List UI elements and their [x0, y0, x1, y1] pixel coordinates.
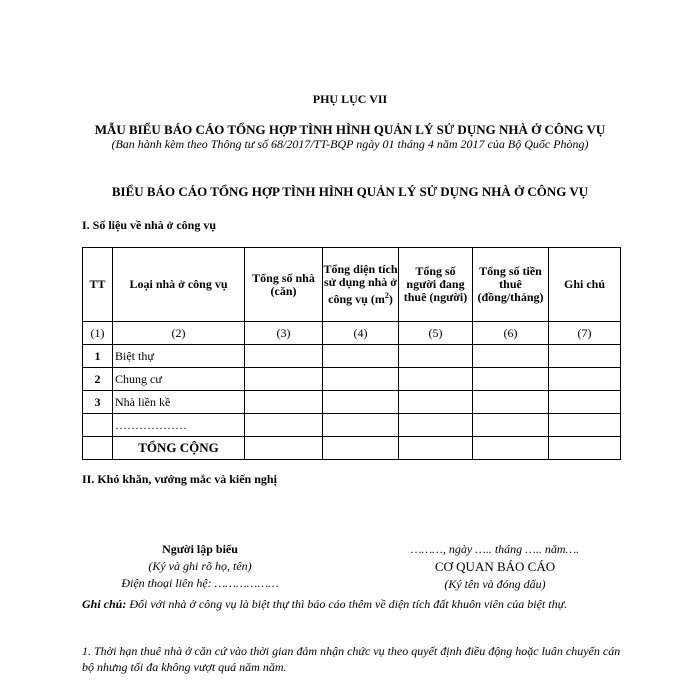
- cell[interactable]: [323, 414, 399, 437]
- cell[interactable]: [473, 391, 549, 414]
- note-label: Ghi chú:: [82, 597, 127, 611]
- agency-subtitle: (Ký tên và đóng dấu): [444, 577, 546, 591]
- cell[interactable]: [399, 368, 473, 391]
- report-date: ………, ngày ….. tháng ….. năm….: [410, 542, 580, 556]
- header-notes: Ghi chú: [549, 248, 621, 322]
- section-2-heading: II. Khó khăn, vướng mắc và kiến nghị: [82, 472, 277, 486]
- cell[interactable]: [245, 391, 323, 414]
- row-number: 3: [83, 391, 113, 414]
- header-tt: TT: [83, 248, 113, 322]
- cell[interactable]: [323, 437, 399, 460]
- section-1-heading: I. Số liệu về nhà ở công vụ: [82, 218, 217, 232]
- header-total-area: Tổng diện tích sử dụng nhà ở công vụ $(m^2)$: [323, 248, 399, 322]
- col-num: (3): [245, 322, 323, 345]
- preparer-signature-block: [95, 542, 305, 591]
- cell[interactable]: [473, 368, 549, 391]
- contact-phone: Điện thoại liên hệ: ………………: [121, 576, 279, 590]
- housing-type: Biệt thự: [113, 345, 245, 368]
- cell[interactable]: [549, 437, 621, 460]
- header-total-tenants: Tổng số người đang thuê (người): [399, 248, 473, 322]
- note-text: Đối với nhà ở công vụ là biệt thự thì báo cáo thêm về diện tích đất khuôn viên của biệt thự.: [126, 597, 568, 611]
- cell[interactable]: [549, 414, 621, 437]
- cell[interactable]: [323, 391, 399, 414]
- table-row: [83, 345, 621, 368]
- cell[interactable]: [399, 414, 473, 437]
- col-num: (5): [399, 322, 473, 345]
- table-header-row: [83, 248, 621, 322]
- cell[interactable]: [473, 345, 549, 368]
- total-row: [83, 437, 621, 460]
- row-number: 2: [83, 368, 113, 391]
- cell[interactable]: [473, 414, 549, 437]
- col-num: (4): [323, 322, 399, 345]
- col-num: (1): [83, 322, 113, 345]
- preparer-title: Người lập biểu: [162, 542, 238, 556]
- appendix-heading: PHỤ LỤC VII: [312, 92, 388, 106]
- cell[interactable]: [473, 437, 549, 460]
- note-item-1: 1. Thời hạn thuê nhà ở căn cứ vào thời gian đảm nhận chức vụ theo quyết định điều động hoặc luân chuyển cán bộ nhưng tối đa không vượt quá năm năm.: [82, 644, 621, 674]
- cell[interactable]: [399, 437, 473, 460]
- note: [82, 596, 622, 612]
- header-housing-type: Loại nhà ở công vụ: [113, 248, 245, 322]
- col-num: (2): [113, 322, 245, 345]
- col-num: (6): [473, 322, 549, 345]
- header-total-houses: Tổng số nhà (căn): [245, 248, 323, 322]
- cell[interactable]: [549, 345, 621, 368]
- cell[interactable]: [245, 414, 323, 437]
- row-number: [83, 414, 113, 437]
- table-row: [83, 368, 621, 391]
- cell[interactable]: [399, 345, 473, 368]
- cell[interactable]: [245, 345, 323, 368]
- housing-type: ………………: [113, 414, 245, 437]
- housing-type: Nhà liền kề: [113, 391, 245, 414]
- agency-title: CƠ QUAN BÁO CÁO: [434, 559, 556, 574]
- cell[interactable]: [399, 391, 473, 414]
- report-title: BIỂU BÁO CÁO TỔNG HỢP TÌNH HÌNH QUẢN LÝ SỬ DỤNG NHÀ Ở CÔNG VỤ: [111, 184, 589, 199]
- total-label: TỔNG CỘNG: [113, 437, 245, 460]
- row-number: 1: [83, 345, 113, 368]
- cell[interactable]: [323, 368, 399, 391]
- preparer-subtitle: (Ký và ghi rõ họ, tên): [148, 559, 252, 573]
- cell[interactable]: [245, 368, 323, 391]
- col-num: (7): [549, 322, 621, 345]
- housing-type: Chung cư: [113, 368, 245, 391]
- decree-reference: (Ban hành kèm theo Thông tư số 68/2017/TT-BQP ngày 01 tháng 4 năm 2017 của Bộ Quốc Phòng): [111, 137, 589, 151]
- housing-data-table: [82, 247, 621, 460]
- form-title: MẪU BIỂU BÁO CÁO TỔNG HỢP TÌNH HÌNH QUẢN LÝ SỬ DỤNG NHÀ Ở CÔNG VỤ: [94, 122, 606, 137]
- table-row: [83, 414, 621, 437]
- cell[interactable]: [549, 391, 621, 414]
- cell[interactable]: [323, 345, 399, 368]
- cell[interactable]: [549, 368, 621, 391]
- column-number-row: [83, 322, 621, 345]
- cell[interactable]: [245, 437, 323, 460]
- header-total-rent: Tổng số tiền thuê (đồng/tháng): [473, 248, 549, 322]
- agency-signature-block: [380, 542, 610, 592]
- cell: [83, 437, 113, 460]
- table-row: [83, 391, 621, 414]
